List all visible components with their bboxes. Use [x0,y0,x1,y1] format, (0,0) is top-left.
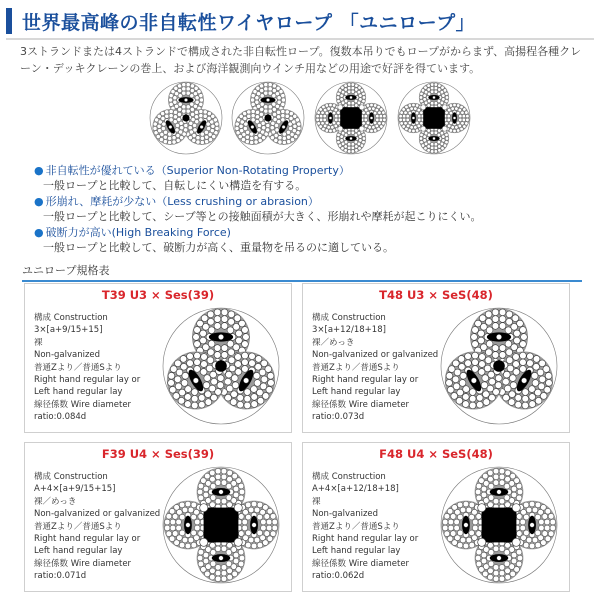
feature-heading: 形崩れ、摩耗が少ない（Less crushing or abrasion） [45,195,319,208]
hero-rope-3 [315,82,387,154]
spec-card-f48 [302,442,570,592]
spec-line: ratio:0.071d [34,571,87,582]
page-header [6,6,594,36]
spec-line: ratio:0.084d [34,412,87,423]
spec-card-title: T39 U3 × Ses(39) [101,288,215,302]
title-accent-bar [6,8,12,34]
spec-line: Non-galvanized or galvanized [312,350,439,361]
spec-line: 構成 Construction [312,313,386,323]
spec-line: 裸 [34,337,43,348]
feature-item [34,194,584,225]
feature-item [34,163,584,194]
spec-line: Left hand regular lay [312,387,401,398]
spec-line: 普通Zより／普通Sより [34,521,122,532]
hero-rope-4 [398,82,470,154]
spec-card-f39 [24,442,292,592]
spec-line: 3×[a+12/18+18] [312,325,386,336]
spec-line: 普通Zより／普通Sより [312,362,400,373]
spec-card-t39 [24,283,292,433]
spec-table [24,283,579,593]
spec-line: 構成 Construction [34,313,108,323]
spec-line: 線径係数 Wire diameter [34,558,132,569]
page-title: 世界最高峰の非自転性ワイヤロープ 「ユニロープ」 [22,12,476,34]
spec-card-title: F39 U4 × Ses(39) [101,447,215,461]
spec-line: Right hand regular lay or [312,534,419,545]
hero-rope-2 [232,82,304,154]
spec-line: ratio:0.062d [312,571,365,582]
spec-line: A+4×[a+12/18+18] [312,484,399,495]
spec-line: Right hand regular lay or [312,375,419,386]
bullet-icon: ● [34,164,44,177]
spec-line: 普通Zより／普通Sより [34,362,122,373]
spec-line: Left hand regular lay [34,546,123,557]
spec-card-t48 [302,283,570,433]
spec-line: 普通Zより／普通Sより [312,521,400,532]
feature-description: 一般ロープと比較して、破断力が高く、重量物を吊るのに適している。 [43,241,395,254]
spec-line: 裸／めっき [34,496,77,507]
spec-line: Left hand regular lay [312,546,401,557]
feature-description: 一般ロープと比較して、シーブ等との接触面積が大きく、形崩れや摩耗が起こりにくい。 [43,210,482,223]
spec-line: Right hand regular lay or [34,534,141,545]
rope-cross-section-t48 [437,304,561,428]
hero-rope-1 [150,82,222,154]
rope-cross-section-t39 [159,304,283,428]
spec-line: 裸／めっき [312,337,355,348]
spec-line: Left hand regular lay [34,387,123,398]
spec-line: 線径係数 Wire diameter [34,399,132,410]
title-divider [6,38,594,40]
feature-heading: 破断力が高い(High Breaking Force) [45,226,231,239]
spec-line: Non-galvanized [34,350,101,361]
spec-line: 3×[a+9/15+15] [34,325,103,336]
spec-line: Right hand regular lay or [34,375,141,386]
spec-line: Non-galvanized or galvanized [34,509,161,520]
feature-item [34,225,584,256]
spec-line: Non-galvanized [312,509,379,520]
bullet-icon: ● [34,226,44,239]
spec-line: A+4×[a+9/15+15] [34,484,116,495]
spec-card-title: F48 U4 × SeS(48) [379,447,493,461]
intro-paragraph: 3ストランドまたは4ストランドで構成された非自転性ロープ。復数本吊りでもロープがからまず、高揚程各種クレーン・デッキクレーンの巻上、および海洋観測向ウインチ用などの用途で好評を得ています。 [20,45,582,75]
spec-line: 構成 Construction [312,472,386,482]
rope-cross-section-f39 [159,463,283,587]
features-list [34,163,584,256]
spec-line: 裸 [312,496,321,507]
spec-table-caption: ユニロープ規格表 [22,262,582,282]
rope-cross-section-f48 [437,463,561,587]
spec-card-title: T48 U3 × SeS(48) [379,288,493,302]
spec-line: 線径係数 Wire diameter [312,558,410,569]
feature-heading: 非自転性が優れている（Superior Non-Rotating Property） [45,164,350,177]
spec-line: ratio:0.073d [312,412,365,423]
feature-description: 一般ロープと比較して、自転しにくい構造を有する。 [43,179,307,192]
rope-cross-section-lineup [145,79,475,157]
spec-line: 構成 Construction [34,472,108,482]
spec-line: 線径係数 Wire diameter [312,399,410,410]
bullet-icon: ● [34,195,44,208]
